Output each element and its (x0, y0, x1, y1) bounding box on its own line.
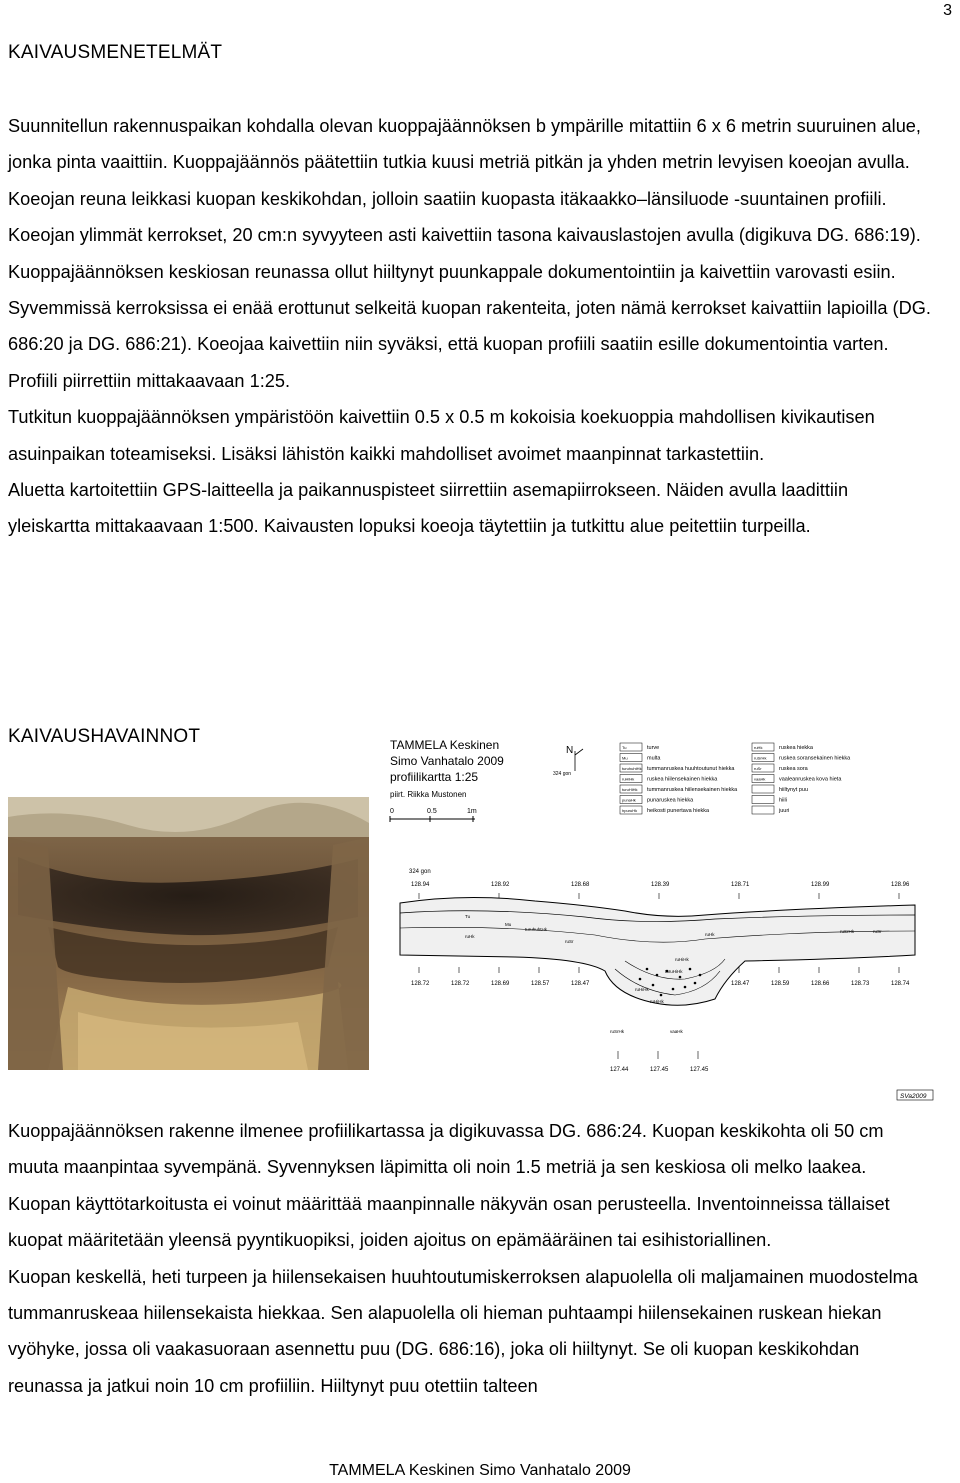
layer-label: vaaHk (670, 1029, 683, 1034)
top-elevation: 128.71 (731, 882, 750, 888)
methods-paragraph-3: Aluetta kartoitettiin GPS-laitteella ja paikannuspisteet siirrettiin asemapiirrokseen. Näiden avulla laadittiin yleiskartta mittakaavaan 1:500. Kaivausten lopuksi koeoja täytettiin ja tutkittu alue peitettiin turpeilla. (8, 480, 849, 537)
legend-label: multa (647, 755, 661, 762)
legend-code: ruHk (754, 745, 763, 750)
layer-label: ruSrHk (840, 929, 855, 934)
bottom-elevation: 128.57 (531, 981, 550, 987)
legend-code: punaHk (622, 797, 636, 803)
north-label: N (566, 745, 574, 756)
legend-label: heikosti punertava hiekka (647, 808, 710, 814)
bottom-elevation: 128.72 (451, 981, 470, 987)
observations-paragraph-1: Kuoppajäännöksen rakenne ilmenee profiilikartassa ja digikuvassa DG. 686:24. Kuopan keskikohta oli 50 cm muuta maanpintaa syvempänä. Syvennyksen läpimitta oli noin 1.5 metriä ja sen keskiosa oli melko laakea. Kuopan käyttötarkoitusta ei voinut määrittää maanpinnalle näkyvän osan perusteella. Inventoinneissa tällaiset kuopat määritetään yleensä pyyntikuopiksi, joiden ajoitus on epämääräinen tai esihistoriallinen. (8, 1121, 890, 1251)
legend-code: hpuruHk (622, 808, 638, 813)
legend-label: hiili (779, 797, 787, 804)
layer-label: Mu (505, 922, 512, 927)
legend-label: ruskea soransekainen hiekka (779, 755, 851, 762)
layer-label: ruHk (705, 932, 715, 937)
bottom-elevation: 128.47 (571, 981, 590, 987)
signature: SVa2009 (900, 1093, 927, 1100)
page-footer: TAMMELA Keskinen Simo Vanhatalo 2009 (329, 1462, 631, 1479)
bottom-elevation: 128.73 (851, 981, 870, 987)
legend-right (752, 743, 851, 814)
legend-code: turuHiHk (622, 787, 638, 792)
legend-label: ruskea hiekka (779, 745, 813, 751)
observations-paragraph-2: Kuopan keskellä, heti turpeen ja hiilensekaisen huuhtoutumiskerroksen alapuolella oli maljamainen muodostelma tummanruskeaa hiilensekaista hiekkaa. Sen alapuolella oli hieman puhtaampi hiilensekainen ruskean hiekan vyöhyke, jossa oli vaakasuoraan asennettu puu (DG. 686:16), joka oli hiiltynyt. Se oli kuopan keskikohdan reunassa ja jatkui noin 10 cm profiiliin. Hiiltynyt puu otettiin talteen (8, 1266, 918, 1396)
scale-label-1m: 1m (467, 808, 477, 815)
methods-text (8, 108, 932, 545)
bottom-elevation: 128.47 (731, 981, 750, 987)
legend-label: ruskea sora (779, 766, 808, 772)
observations-text (8, 1113, 932, 1404)
legend-label: punaruskea hiekka (647, 797, 694, 804)
profile-drawing (385, 733, 935, 1105)
north-arrow (575, 749, 583, 771)
top-elevations (411, 882, 910, 899)
drawing-title-line-2: Simo Vanhatalo 2009 (390, 754, 504, 768)
layer-label: ruSr (565, 939, 574, 944)
bottom-elevation: 128.72 (411, 981, 430, 987)
scale-bar (390, 816, 475, 822)
scale-label-05: 0.5 (427, 808, 437, 815)
legend-label: juuri (779, 808, 790, 814)
legend-left (620, 743, 738, 814)
drawing-title-line-3: profiilikartta 1:25 (390, 770, 479, 784)
legend-label: vaaleanruskea kova hieta (779, 776, 842, 783)
bottom-elevation: 128.59 (771, 981, 790, 987)
deep-elevation: 127.45 (690, 1067, 709, 1073)
methods-paragraph-1: Suunnitellun rakennuspaikan kohdalla olevan kuoppajäännöksen b ympärille mitattiin 6 x 6 metrin suuruinen alue, jonka pinta vaaittiin. Kuoppajäännös päätettiin tutkia kuusi metriä pitkän ja yhden metrin levyisen koeojan avulla. Koeojan reuna leikkasi kuopan keskikohdan, jolloin saatiin kuopasta itäkaakko–länsiluode -suuntainen profiili. Koeojan ylimmät kerrokset, 20 cm:n syvyyteen asti kaivettiin tasona kaivauslastojen avulla (digikuva DG. 686:19). Kuoppajäännöksen keskiosan reunassa ollut hiiltynyt puunkappale dokumentointiin ja kaivettiin varovasti esiin. Syvemmissä kerroksissa ei enää erottunut selkeitä kuopan rakenteita, joten nämä kerrokset kaivattiin lapioilla (DG. 686:20 ja DG. 686:21). Koeojaa kaivettiin niin syväksi, että kuopan profiili saatiin esille dokumentointia varten. Profiili piirrettiin mittakaavaan 1:25. (8, 116, 931, 391)
layer-label: ruHiHk (650, 999, 664, 1004)
legend-code: turuhuhtHk (622, 766, 642, 771)
excavation-photo-drawing (8, 797, 369, 1070)
deep-elevations (610, 1051, 709, 1073)
bottom-elevation: 128.69 (491, 981, 510, 987)
top-elevation: 128.96 (891, 882, 910, 888)
drawing-title-line-1: TAMMELA Keskinen (390, 738, 500, 752)
legend-label: hiiltynyt puu (779, 787, 809, 793)
north-angle: 324 gon (553, 771, 572, 777)
layer-label: turuHiHk (665, 969, 683, 974)
legend-label: tummanruskea hiilensekainen hiekka (647, 787, 738, 793)
scale-label-0: 0 (390, 808, 394, 815)
layer-label: ruSr (873, 929, 882, 934)
section-heading-methods: KAIVAUSMENETELMÄT (8, 42, 223, 63)
layer-label: ruHiHk (675, 957, 689, 962)
bottom-elevation: 128.74 (891, 981, 910, 987)
legend-code: vaaHk (754, 776, 766, 782)
top-elevation: 128.39 (651, 882, 670, 888)
deep-elevation: 127.45 (650, 1067, 669, 1073)
legend-swatch (752, 796, 774, 804)
legend-label: tummanruskea huuhtoutunut hiekka (647, 766, 735, 772)
legend-swatch (752, 785, 774, 793)
layer-label: turuhuhtHk (525, 927, 548, 932)
top-elevation: 128.99 (811, 882, 830, 888)
methods-paragraph-2: Tutkitun kuoppajäännöksen ympäristöön kaivettiin 0.5 x 0.5 m kokoisia koekuoppia mahdollisen kivikautisen asuinpaikan toteamiseksi. Lisäksi lähistön kaikki mahdolliset avoimet maanpinnat tarkastettiin. (8, 407, 875, 464)
legend-label: ruskea hiilensekainen hiekka (647, 776, 718, 783)
layer-label: ruSrHk (610, 1029, 625, 1034)
bottom-elevation: 128.66 (811, 981, 830, 987)
layer-label: Tu (465, 914, 471, 919)
legend-label: turve (647, 745, 660, 751)
section-heading-observations: KAIVAUSHAVAINNOT (8, 726, 201, 747)
profile-section (400, 897, 915, 1005)
legend-code: Tu (622, 745, 627, 750)
excavation-photo (8, 797, 369, 1070)
top-elevation: 128.92 (491, 882, 510, 888)
drawing-title-line-4: piirt. Riikka Mustonen (390, 790, 467, 799)
layer-label: ruHiHk (635, 987, 649, 992)
legend-swatch (752, 806, 774, 814)
layer-label: ruHk (465, 934, 475, 939)
deep-elevation: 127.44 (610, 1067, 629, 1073)
page-number: 3 (943, 2, 952, 19)
profile-gon-label: 324 gon (409, 869, 431, 875)
top-elevation: 128.94 (411, 882, 430, 888)
legend-code: ruSrHk (754, 755, 767, 761)
profile-drawing-svg (385, 733, 935, 1105)
legend-code: Mu (622, 755, 628, 761)
top-elevation: 128.68 (571, 882, 590, 888)
legend-code: ruHiHk (622, 776, 635, 782)
legend-code: ruSr (754, 766, 762, 771)
